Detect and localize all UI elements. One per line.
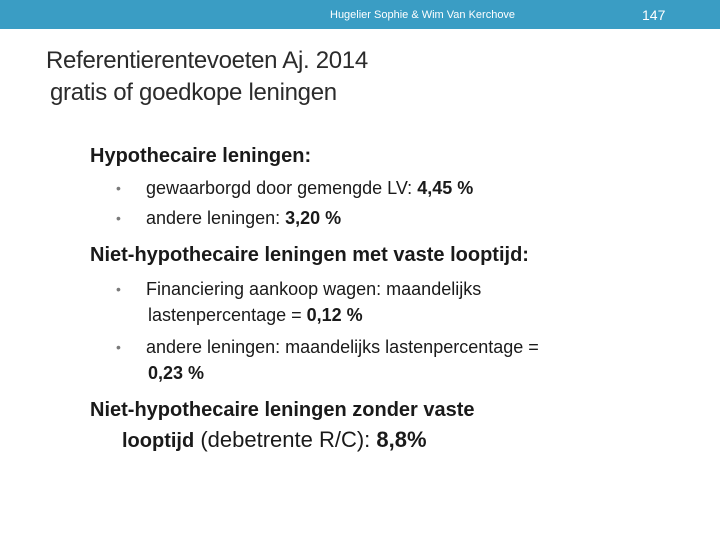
closing-line-2 [90, 425, 475, 456]
bullet-label-line-2 [146, 302, 481, 328]
title-line-2: gratis of goedkope leningen [50, 79, 337, 106]
heading-vaste-looptijd: Niet-hypothecaire leningen met vaste looptijd: [90, 244, 529, 266]
heading-hypothecaire: Hypothecaire leningen: [90, 145, 312, 167]
bullet-label-line-1: Financiering aankoop wagen: maandelijks [146, 279, 482, 299]
closing-bold-label: looptijd [122, 430, 195, 452]
bullet-icon: • [116, 281, 121, 297]
header-authors: Hugelier Sophie & Wim Van Kerchove [330, 9, 516, 21]
closing-statement [90, 395, 475, 456]
bullet-label: gewaarborgd door gemengde LV: [146, 178, 418, 198]
closing-line-1: Niet-hypothecaire leningen zonder vaste [90, 399, 475, 421]
bullet-label: andere leningen: [146, 208, 286, 228]
bullet-value: 0,12 % [306, 305, 363, 325]
bullet-text [146, 276, 481, 328]
bullet-icon: • [116, 339, 121, 355]
closing-label: (debetrente R/C): [194, 427, 377, 452]
bullet-value: 0,23 % [148, 363, 205, 383]
bullet-text [146, 334, 539, 386]
slide-title [46, 45, 368, 109]
bullet-text [146, 175, 473, 201]
title-line-1: Referentierentevoeten Aj. 2014 [46, 47, 368, 74]
bullet-icon: • [116, 210, 121, 226]
bullet-value: 4,45 % [417, 178, 474, 198]
bullet-text [146, 205, 341, 231]
bullet-label: lastenpercentage = [148, 305, 307, 325]
bullet-label-line-1: andere leningen: maandelijks lastenpercentage = [146, 337, 539, 357]
closing-value: 8,8% [376, 427, 427, 452]
bullet-icon: • [116, 180, 121, 196]
bullet-value: 3,20 % [285, 208, 342, 228]
page-number: 147 [642, 7, 666, 23]
